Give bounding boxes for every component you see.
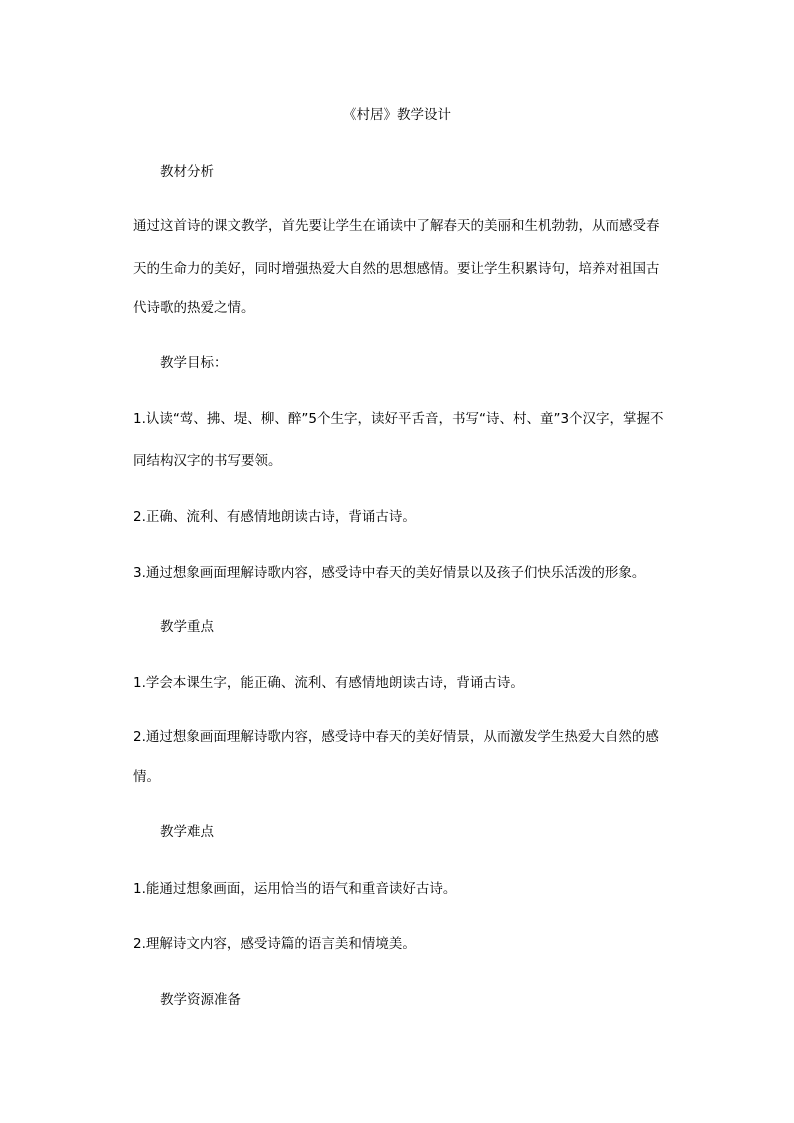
section-heading-analysis: 教材分析	[160, 164, 214, 180]
paragraph-line: 2.正确、流利、有感情地朗读古诗，背诵古诗。	[133, 509, 416, 525]
paragraph-line: 3.通过想象画面理解诗歌内容，感受诗中春天的美好情景以及孩子们快乐活泼的形象。	[133, 565, 646, 581]
paragraph-line: 天的生命力的美好，同时增强热爱大自然的思想感情。要让学生积累诗句，培养对祖国古	[133, 261, 660, 277]
document-title: 《村居》教学设计	[343, 107, 451, 123]
section-heading-objectives: 教学目标：	[160, 355, 228, 371]
section-heading-difficulties: 教学难点	[160, 824, 214, 840]
paragraph-line: 通过这首诗的课文教学，首先要让学生在诵读中了解春天的美丽和生机勃勃，从而感受春	[133, 218, 660, 234]
section-heading-resources: 教学资源准备	[160, 992, 241, 1008]
paragraph-line: 1.学会本课生字，能正确、流利、有感情地朗读古诗，背诵古诗。	[133, 675, 524, 691]
paragraph-line: 1.能通过想象画面，运用恰当的语气和重音读好古诗。	[133, 881, 457, 897]
paragraph-line: 1.认读“莺、拂、堤、柳、醉”5个生字，读好平舌音，书写“诗、村、童”3个汉字，掌握不	[133, 411, 664, 427]
paragraph-line: 情。	[133, 769, 160, 785]
paragraph-line: 同结构汉字的书写要领。	[133, 453, 282, 469]
paragraph-line: 2.通过想象画面理解诗歌内容，感受诗中春天的美好情景，从而激发学生热爱大自然的感	[133, 729, 659, 745]
paragraph-line: 代诗歌的热爱之情。	[133, 300, 255, 316]
section-heading-key-points: 教学重点	[160, 619, 214, 635]
paragraph-line: 2.理解诗文内容，感受诗篇的语言美和情境美。	[133, 936, 416, 952]
